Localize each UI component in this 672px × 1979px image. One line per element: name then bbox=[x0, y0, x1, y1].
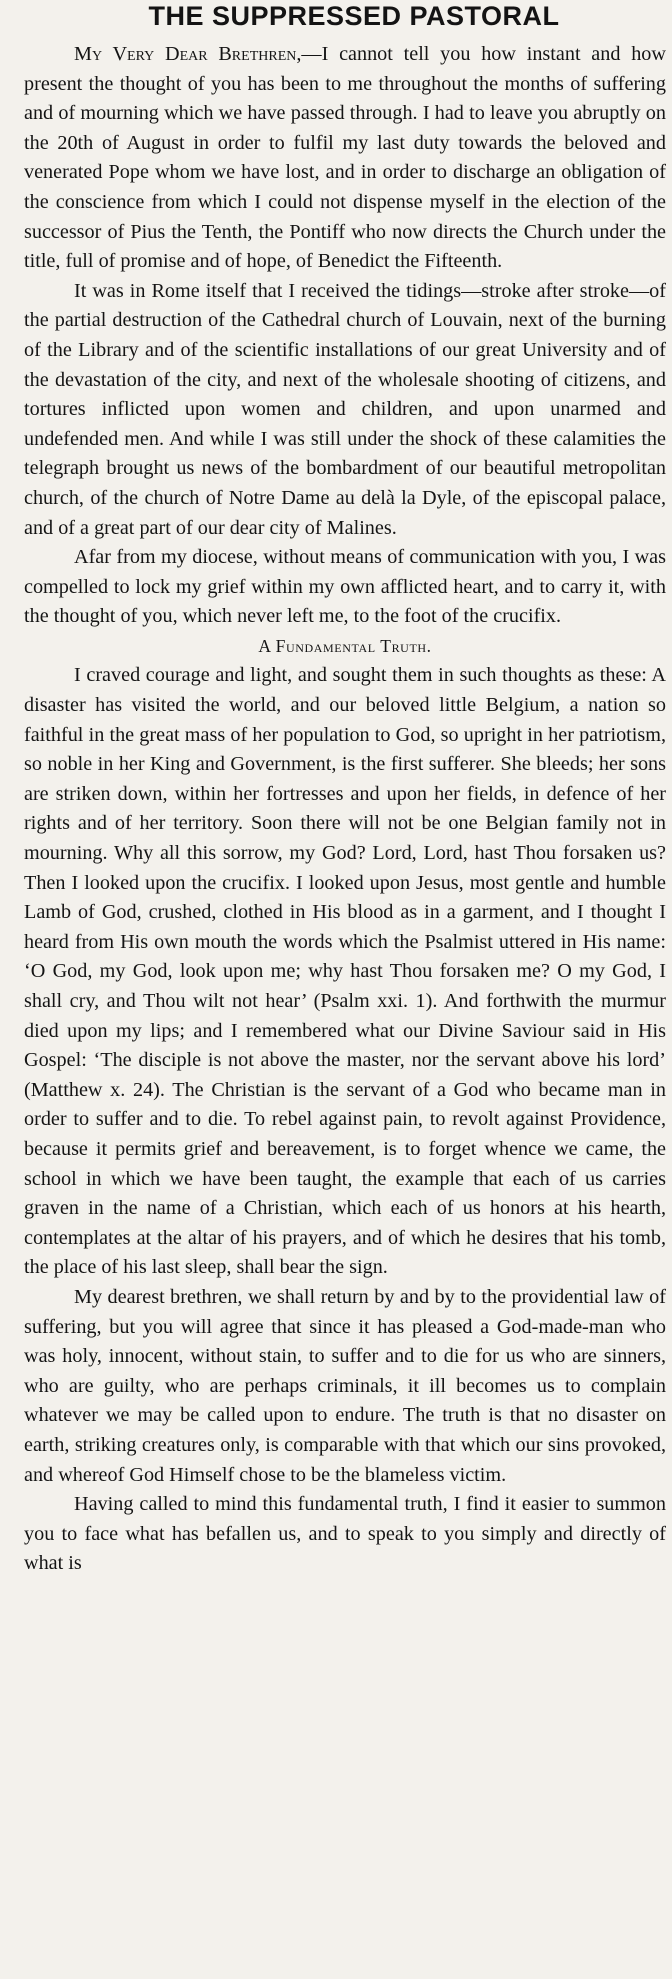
article-title: THE SUPPRESSED PASTORAL bbox=[148, 1, 560, 31]
section-subheading: A Fundamental Truth. bbox=[258, 635, 432, 656]
paragraph-law-of-suffering: My dearest brethren, we shall return by and by to the providential law of suffering, but you will agree that since it has pleased a God-made-man who was holy, innocent, without stain, to suffer and to die for us who are sinners, who are guilty, who are perhaps criminals, it ill becomes us to complain whatever we may be called upon to endure. The truth is that no disaster on earth, striking creatures only, is comparable with that which our sins provoked, and whereof God Himself chose to be the blameless victim. bbox=[24, 1285, 666, 1486]
paragraph-afar-from-diocese: Afar from my diocese, without means of communication with you, I was compelled to lock my grief within my own afflicted heart, and to carry it, with the thought of you, which never left me, to the foot of the crucifix. bbox=[24, 546, 666, 628]
paragraph-fundamental-truth: Having called to mind this fundamental truth, I find it easier to summon you to face what has befallen us, and to speak to you simply and directly of what is bbox=[24, 1493, 666, 1575]
article-body bbox=[24, 40, 666, 1579]
salutation: My Very Dear Brethren, bbox=[74, 43, 302, 65]
paragraph-courage-and-light: I craved courage and light, and sought them in such thoughts as these: A disaster has visited the world, and our beloved little Belgium, a nation so faithful in the great mass of her population to God, so upright in her patriotism, so noble in her King and Government, is the first sufferer. She bleeds; her sons are striken down, within her fortresses and upon her fields, in defence of her rights and of her territory. Soon there will not be one Belgian family not in mourning. Why all this sorrow, my God? Lord, Lord, hast Thou forsaken us? Then I looked upon the crucifix. I looked upon Jesus, most gentle and humble Lamb of God, crushed, clothed in His blood as in a garment, and I thought I heard from His own mouth the words which the Psalmist uttered in His name: ‘O God, my God, look upon me; why hast Thou forsaken me? O my God, I shall cry, and Thou wilt not hear’ (Psalm xxi. 1). And forthwith the murmur died upon my lips; and I remembered what our Divine Saviour said in His Gospel: ‘The disciple is not above the master, nor the servant above his lord’ (Matthew x. 24). The Christian is the servant of a God who became man in order to suffer and to die. To rebel against pain, to revolt against Providence, because it permits grief and bereavement, is to forget whence we came, the school in which we have been taught, the example that each of us carries graven in the name of a Christian, which each of us honors at his hearth, contemplates at the altar of his prayers, and of which he desires that his tomb, the place of his last sleep, shall bear the sign. bbox=[24, 664, 666, 1279]
paragraph-rome-tidings: It was in Rome itself that I received the tidings—stroke after stroke—of the partial destruction of the Cathedral church of Louvain, next of the burning of the Library and of the scientific installations of our great University and of the devastation of the city, and next of the wholesale shooting of citizens, and tortures inflicted upon women and children, and upon unarmed and undefended men. And while I was still under the shock of these calamities the telegraph brought us news of the bombardment of our beautiful metropolitan church, of the church of Notre Dame au delà la Dyle, of the episcopal palace, and of a great part of our dear city of Malines. bbox=[24, 279, 666, 539]
paragraph-opening bbox=[24, 40, 666, 277]
paragraph-opening-text: —I cannot tell you how instant and how present the thought of you has been to me throughout the months of suffering and of mourning which we have passed through. I had to leave you abruptly on the 20th of August in order to fulfil my last duty towards the beloved and venerated Pope whom we have lost, and in order to discharge an obligation of the conscience from which I could not dispense myself in the election of the successor of Pius the Tenth, the Pontiff who now directs the Church under the title, full of promise and of hope, of Benedict the Fifteenth. bbox=[24, 43, 666, 273]
